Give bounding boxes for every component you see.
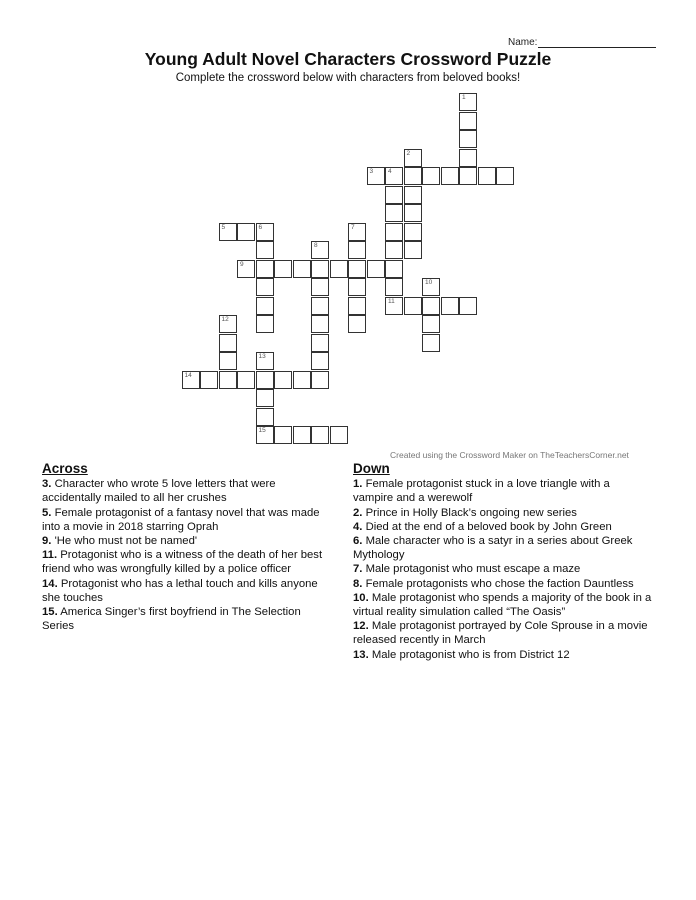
grid-cell[interactable] <box>293 371 311 389</box>
clue-text: Prince in Holly Black’s ongoing new series <box>365 506 577 519</box>
cell-number: 15 <box>258 427 266 434</box>
clue-text: America Singer’s first boyfriend in The Selection Series <box>42 606 301 633</box>
grid-cell[interactable] <box>219 334 237 352</box>
clue-number: 1. <box>353 478 363 491</box>
clue-number: 10. <box>353 591 369 604</box>
grid-cell[interactable] <box>293 426 311 444</box>
grid-cell[interactable] <box>311 352 329 370</box>
cell-number: 7 <box>351 223 355 231</box>
across-clues <box>42 462 332 633</box>
grid-cell[interactable] <box>385 186 403 204</box>
grid-cell[interactable] <box>256 408 274 426</box>
grid-cell[interactable] <box>311 371 329 389</box>
grid-cell[interactable] <box>311 315 329 333</box>
name-label: Name: <box>508 37 538 48</box>
clue-number: 15. <box>42 606 58 619</box>
page-title: Young Adult Novel Characters Crossword Puzzle <box>144 49 552 69</box>
grid-cell[interactable] <box>459 297 477 315</box>
grid-cell[interactable] <box>404 149 422 167</box>
clue-text: Character who wrote 5 love letters that were accidentally mailed to all her crushes <box>42 478 276 505</box>
clue-number: 13. <box>353 648 369 661</box>
grid-cell[interactable] <box>441 167 459 185</box>
grid-cell[interactable] <box>330 260 348 278</box>
clue-text: Protagonist who is a witness of the death of her best friend who was wrongfully killed by a police officer <box>42 549 323 576</box>
grid-cell[interactable] <box>274 260 292 278</box>
grid-cell[interactable] <box>256 389 274 407</box>
cell-number: 2 <box>406 149 411 157</box>
cell-number: 11 <box>388 297 395 305</box>
grid-cell[interactable] <box>274 371 292 389</box>
down-clue-8 <box>353 577 653 591</box>
grid-cell[interactable] <box>404 223 422 241</box>
grid-cell[interactable] <box>422 167 440 185</box>
grid-cell[interactable] <box>478 167 496 185</box>
grid-cell[interactable] <box>348 315 366 333</box>
grid-cell[interactable] <box>256 315 274 333</box>
clue-text: Male protagonist who is from District 12 <box>371 648 570 661</box>
credit-line: Created using the Crossword Maker on TheTeachersCorner.net <box>390 450 629 460</box>
grid-cell[interactable] <box>385 241 403 259</box>
across-clue-15 <box>42 605 332 633</box>
clue-number: 2. <box>353 506 363 519</box>
cell-number: 6 <box>258 223 263 231</box>
clue-text: Male character who is a satyr in a series about Greek Mythology <box>353 535 633 562</box>
grid-cell[interactable] <box>256 371 274 389</box>
cell-number: 3 <box>369 168 374 175</box>
down-clue-4 <box>353 520 653 534</box>
down-clues <box>353 462 653 662</box>
grid-cell[interactable] <box>385 278 403 296</box>
across-clue-11 <box>42 548 332 576</box>
page-subtitle: Complete the crossword below with characters from beloved books! <box>175 72 521 84</box>
grid-cell[interactable] <box>330 426 348 444</box>
across-clue-9 <box>42 534 332 548</box>
clue-number: 9. <box>42 535 52 548</box>
clue-text: Protagonist who has a lethal touch and kills anyone she touches <box>42 577 318 604</box>
grid-cell[interactable] <box>404 186 422 204</box>
grid-cell[interactable] <box>348 223 366 241</box>
clue-number: 12. <box>353 620 369 633</box>
clue-number: 7. <box>353 563 363 576</box>
clue-number: 5. <box>42 506 52 519</box>
clue-number: 3. <box>42 478 52 491</box>
grid-cell[interactable] <box>237 260 255 278</box>
grid-cell[interactable] <box>385 223 403 241</box>
grid-cell[interactable] <box>367 260 385 278</box>
clue-text: Male protagonist who must escape a maze <box>365 563 581 576</box>
across-clue-14 <box>42 577 332 605</box>
clue-number: 6. <box>353 535 363 548</box>
grid-cell[interactable] <box>256 223 274 241</box>
cell-number: 14 <box>184 371 192 379</box>
grid-cell[interactable] <box>441 297 459 315</box>
down-heading: Down <box>353 461 390 476</box>
grid-cell[interactable] <box>256 352 274 370</box>
grid-cell[interactable] <box>385 204 403 222</box>
grid-cell[interactable] <box>422 278 440 296</box>
cell-number: 9 <box>240 260 244 268</box>
grid-cell[interactable] <box>404 297 422 315</box>
cell-number: 1 <box>462 94 466 101</box>
grid-cell[interactable] <box>422 297 440 315</box>
clue-number: 8. <box>353 577 363 590</box>
cell-number: 4 <box>388 168 392 175</box>
grid-cell[interactable] <box>311 334 329 352</box>
clue-text: Female protagonist stuck in a love triangle with a vampire and a werewolf <box>353 478 610 505</box>
grid-cell[interactable] <box>459 130 477 148</box>
across-clue-3 <box>42 477 332 505</box>
grid-cell[interactable] <box>311 241 329 259</box>
down-clue-6 <box>353 534 653 562</box>
down-clue-2 <box>353 506 653 520</box>
grid-cell[interactable] <box>496 167 514 185</box>
grid-cell[interactable] <box>459 112 477 130</box>
grid-cell[interactable] <box>256 297 274 315</box>
grid-cell[interactable] <box>293 260 311 278</box>
cell-number: 12 <box>221 316 229 323</box>
down-clue-10 <box>353 591 653 619</box>
grid-cell[interactable] <box>404 167 422 185</box>
clue-text: Died at the end of a beloved book by John Green <box>365 520 612 533</box>
cell-number: 13 <box>258 353 266 360</box>
grid-cell[interactable] <box>422 334 440 352</box>
across-heading: Across <box>42 461 88 476</box>
clue-text: Female protagonist of a fantasy novel that was made into a movie in 2018 starring Oprah <box>42 506 320 533</box>
grid-cell[interactable] <box>404 204 422 222</box>
grid-cell[interactable] <box>182 371 200 389</box>
clue-number: 14. <box>42 577 58 590</box>
across-clue-5 <box>42 506 332 534</box>
grid-cell[interactable] <box>311 278 329 296</box>
grid-cell[interactable] <box>385 297 403 315</box>
grid-cell[interactable] <box>348 260 366 278</box>
grid-cell[interactable] <box>237 371 255 389</box>
grid-cell[interactable] <box>385 260 403 278</box>
grid-cell[interactable] <box>348 241 366 259</box>
down-clue-13 <box>353 648 653 662</box>
grid-cell[interactable] <box>367 167 385 185</box>
grid-cell[interactable] <box>348 297 366 315</box>
grid-cell[interactable] <box>219 223 237 241</box>
grid-cell[interactable] <box>404 241 422 259</box>
cell-number: 10 <box>425 279 433 286</box>
clue-number: 4. <box>353 520 363 533</box>
grid-cell[interactable] <box>256 260 274 278</box>
grid-cell[interactable] <box>311 426 329 444</box>
clue-text: 'He who must not be named' <box>54 535 198 548</box>
grid-cell[interactable] <box>256 241 274 259</box>
cell-number: 8 <box>314 242 318 249</box>
down-clue-1 <box>353 477 653 505</box>
grid-cell[interactable] <box>459 149 477 167</box>
down-clue-12 <box>353 619 653 647</box>
grid-cell[interactable] <box>200 371 218 389</box>
grid-cell[interactable] <box>311 297 329 315</box>
grid-cell[interactable] <box>348 278 366 296</box>
grid-cell[interactable] <box>311 260 329 278</box>
down-clue-7 <box>353 562 653 576</box>
grid-cell[interactable] <box>256 426 274 444</box>
grid-cell[interactable] <box>219 315 237 333</box>
grid-cell[interactable] <box>422 315 440 333</box>
clue-text: Female protagonists who chose the faction Dauntless <box>365 577 634 590</box>
grid-cell[interactable] <box>256 278 274 296</box>
clue-text: Male protagonist who spends a majority of the book in a virtual reality simulation called “The Oasis” <box>353 591 652 619</box>
cell-number: 5 <box>221 223 226 231</box>
grid-cell[interactable] <box>385 167 403 185</box>
clue-text: Male protagonist portrayed by Cole Sprouse in a movie released recently in March <box>353 620 648 647</box>
grid-cell[interactable] <box>459 167 477 185</box>
grid-cell[interactable] <box>219 352 237 370</box>
grid-cell[interactable] <box>459 93 477 111</box>
grid-cell[interactable] <box>219 371 237 389</box>
clue-number: 11. <box>42 549 58 562</box>
grid-cell[interactable] <box>237 223 255 241</box>
grid-cell[interactable] <box>274 426 292 444</box>
